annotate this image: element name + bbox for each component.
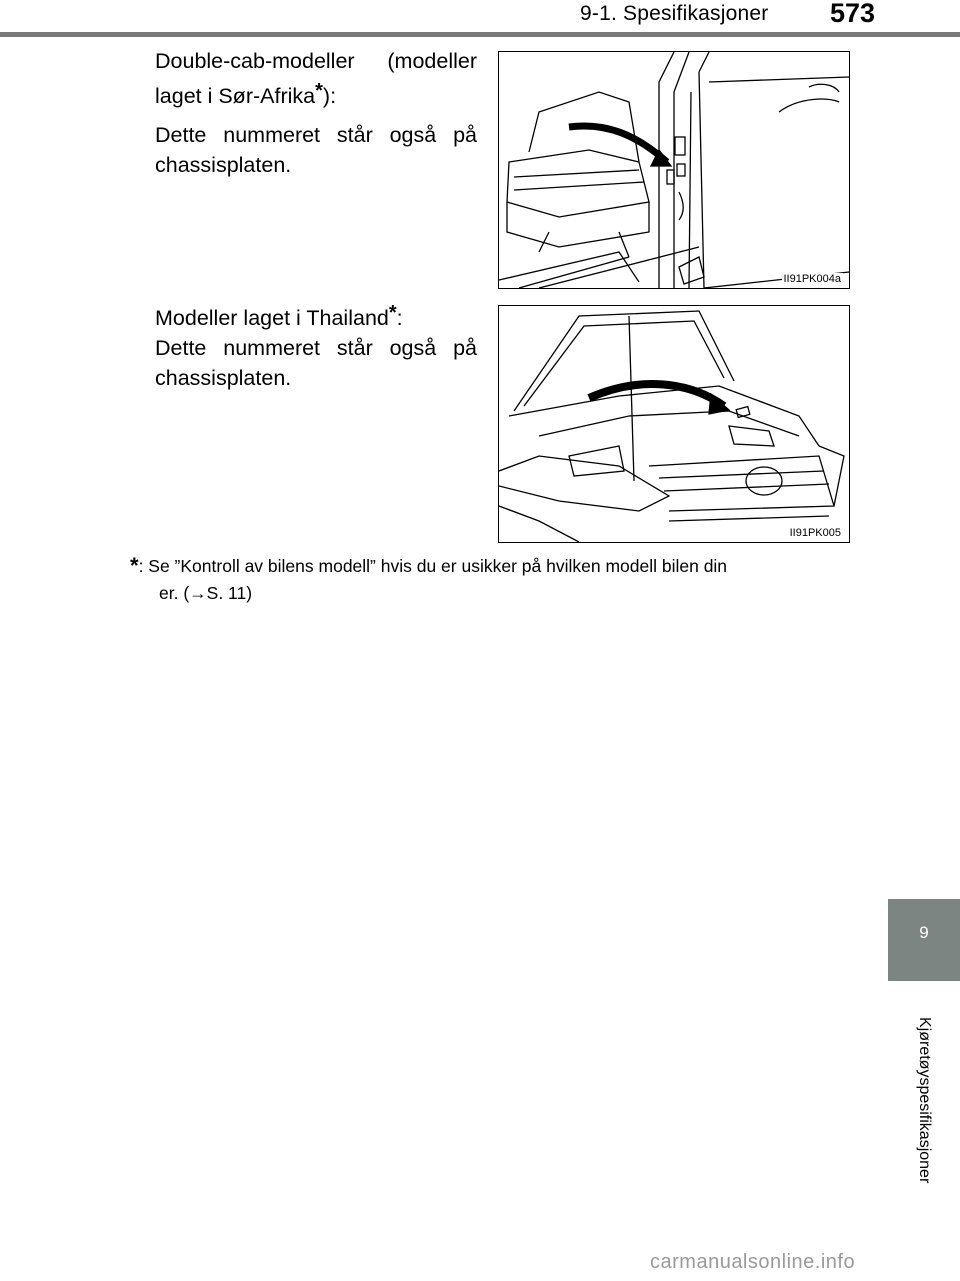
text-line: Double-cab-modeller (modeller [155, 49, 477, 73]
text-line: Modeller laget i Thailand*: [155, 302, 403, 330]
watermark: carmanualsonline.info [650, 1251, 856, 1273]
figure-engine-bay [498, 305, 850, 543]
text-line: Dette nummeret står også på [155, 336, 477, 360]
chapter-tab-number: 9 [888, 899, 960, 981]
text-line: laget i Sør-Afrika*): [155, 80, 337, 108]
header-rule [0, 32, 960, 37]
chapter-tab-label: Kjøretøyspesifikasjoner [916, 1017, 933, 1184]
page-number: 573 [830, 0, 876, 28]
text-block-south-africa [155, 46, 477, 180]
footnote-line: er. (→S. 11) [159, 583, 253, 603]
figure-door-pillar [498, 51, 850, 289]
figure-code: II91PK005 [789, 527, 841, 539]
text-block-thailand [155, 298, 477, 393]
text-line: chassisplaten. [155, 366, 292, 390]
text-line: chassisplaten. [155, 153, 292, 177]
footnote [130, 552, 850, 607]
footnote-line: *: Se ”Kontroll av bilens modell” hvis du er usikker på hvilken modell bilen din [130, 553, 728, 578]
figure-code: II91PK004a [783, 273, 841, 285]
header-section-title: 9-1. Spesifikasjoner [580, 2, 769, 25]
text-line: Dette nummeret står også på [155, 123, 477, 147]
